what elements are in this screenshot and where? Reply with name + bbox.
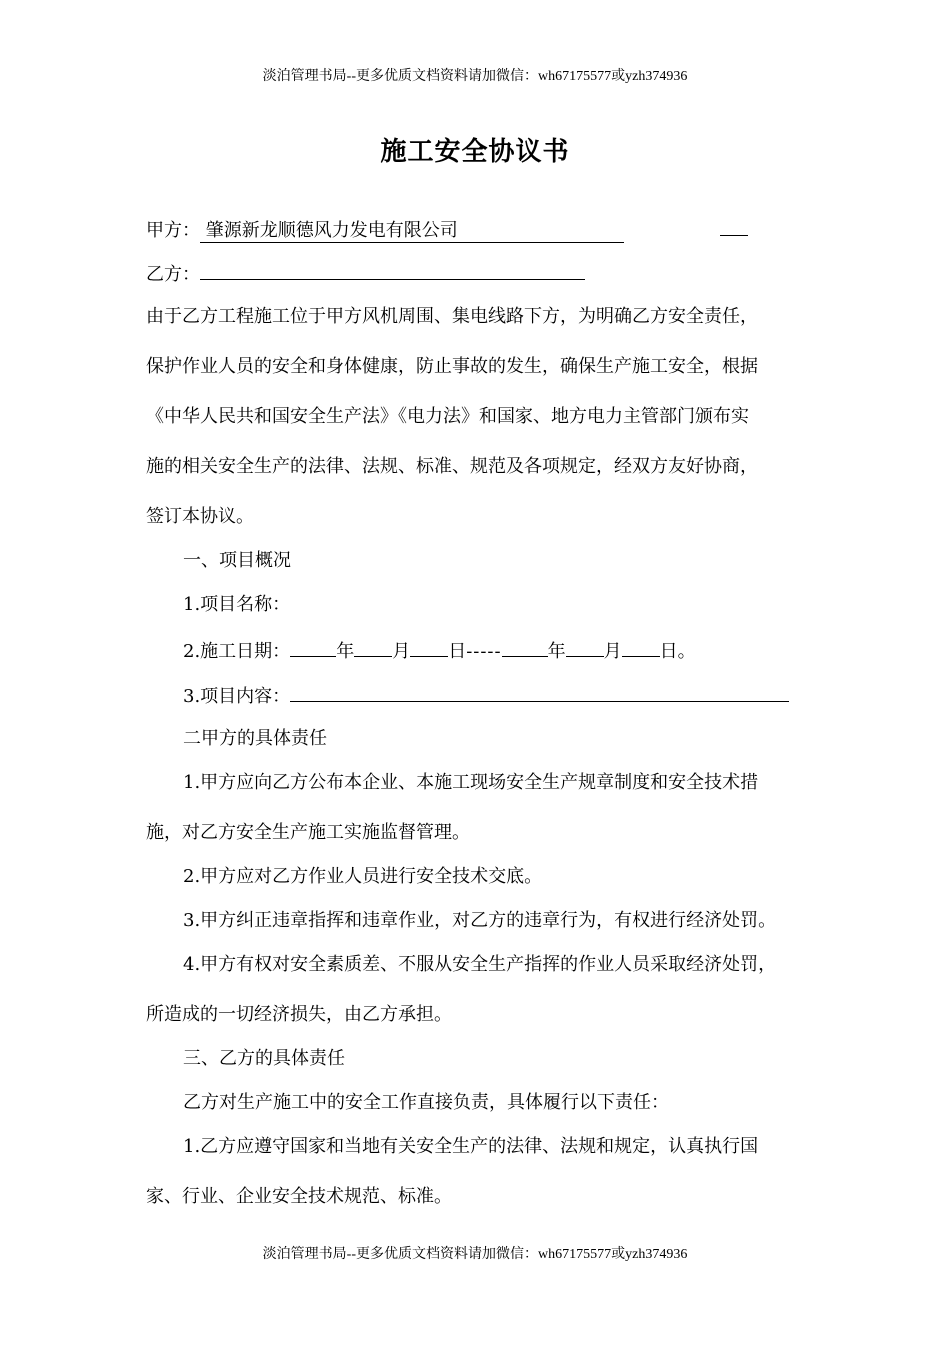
month-label: 月: [392, 641, 411, 662]
end-month-blank: [566, 636, 604, 657]
section3-intro: 乙方对生产施工中的安全工作直接负责，具体履行以下责任：: [183, 1092, 669, 1113]
section2-item2: 2.甲方应对乙方作业人员进行安全技术交底。: [183, 866, 543, 887]
day-label: 日: [448, 641, 467, 662]
start-year-blank: [290, 636, 336, 657]
preamble-line-4: 施的相关安全生产的法律、法规、标准、规范及各项规定，经双方友好协商，: [146, 456, 758, 477]
page-footer: 淡泊管理书局--更多优质文档资料请加微信：wh67175577或yzh374936: [262, 1247, 688, 1262]
party-a-line: [146, 215, 748, 244]
page-header: 淡泊管理书局--更多优质文档资料请加微信：wh67175577或yzh374936: [262, 69, 688, 84]
party-a-label: 甲方：: [146, 220, 200, 241]
date-separator: -----: [466, 641, 502, 662]
party-b-line: [146, 259, 585, 288]
section3-item1-line1: 1.乙方应遵守国家和当地有关安全生产的法律、法规和规定，认真执行国: [183, 1136, 759, 1157]
section2-item4-line1: 4.甲方有权对安全素质差、不服从安全生产指挥的作业人员采取经济处罚，: [183, 954, 777, 975]
project-content-label: 3.项目内容：: [183, 686, 291, 707]
year-label: 年: [336, 641, 355, 662]
day-end-label: 日。: [659, 641, 696, 662]
section3-item1-line2: 家、行业、企业安全技术规范、标准。: [146, 1186, 452, 1207]
section1-heading: 一、项目概况: [183, 550, 291, 571]
party-b-label: 乙方：: [146, 264, 200, 285]
party-a-extra-blank: [720, 215, 748, 236]
section2-heading: 二甲方的具体责任: [183, 728, 327, 749]
preamble-line-3: 《中华人民共和国安全生产法》《电力法》和国家、地方电力主管部门颁布实: [146, 406, 749, 427]
preamble-line-2: 保护作业人员的安全和身体健康，防止事故的发生，确保生产施工安全，根据: [146, 356, 758, 377]
section2-item1-line1: 1.甲方应向乙方公布本企业、本施工现场安全生产规章制度和安全技术措: [183, 772, 759, 793]
year-label: 年: [547, 641, 566, 662]
project-content-line: [183, 681, 789, 710]
party-a-value: 肇源新龙顺德风力发电有限公司: [205, 220, 458, 241]
preamble-line-1: 由于乙方工程施工位于甲方风机周围、集电线路下方，为明确乙方安全责任，: [146, 306, 758, 327]
end-day-blank: [622, 636, 660, 657]
section3-heading: 三、乙方的具体责任: [183, 1048, 345, 1069]
page-title: 施工安全协议书: [380, 137, 570, 167]
start-month-blank: [354, 636, 392, 657]
project-name-label: 1.项目名称：: [183, 594, 291, 615]
section2-item4-line2: 所造成的一切经济损失，由乙方承担。: [146, 1004, 452, 1025]
party-a-field: [200, 220, 624, 243]
start-day-blank: [410, 636, 448, 657]
preamble-line-5: 签订本协议。: [146, 506, 254, 527]
construction-date-line: [183, 636, 696, 665]
end-year-blank: [502, 636, 548, 657]
construction-date-label: 2.施工日期：: [183, 641, 291, 662]
party-b-field: [200, 259, 585, 280]
project-content-blank: [290, 681, 789, 702]
section2-item1-line2: 施，对乙方安全生产施工实施监督管理。: [146, 822, 470, 843]
section2-item3: 3.甲方纠正违章指挥和违章作业，对乙方的违章行为，有权进行经济处罚。: [183, 910, 777, 931]
month-label: 月: [603, 641, 622, 662]
